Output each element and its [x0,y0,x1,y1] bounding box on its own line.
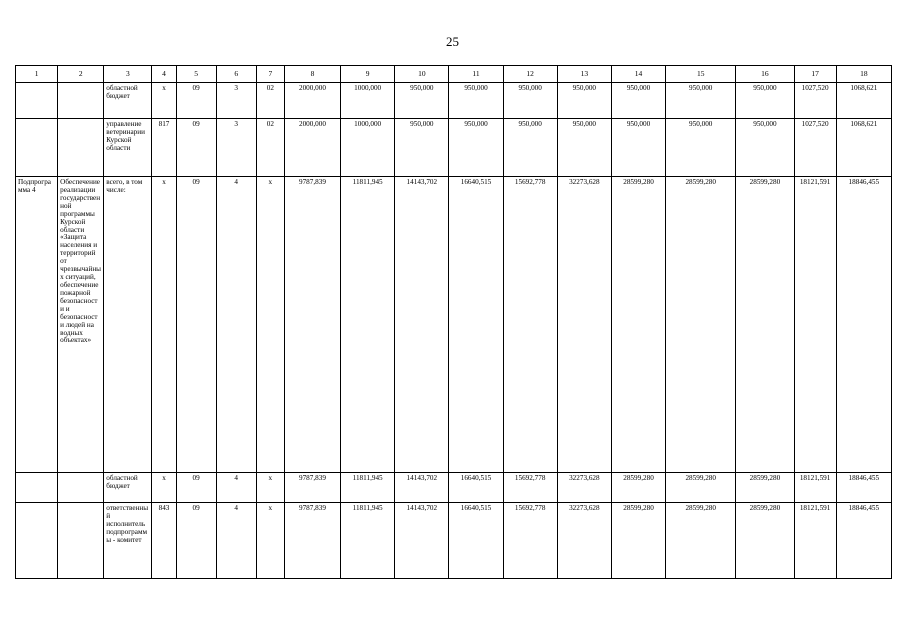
value-cell: 16640,515 [449,503,503,579]
value-cell: 950,000 [557,119,611,177]
value-cell: 950,000 [736,119,794,177]
header-cell: 5 [176,66,216,83]
header-cell: 17 [794,66,836,83]
cell-c5: 09 [176,119,216,177]
table-row [16,177,892,473]
value-cell: 14143,702 [395,473,449,503]
table-row [16,503,892,579]
cell-c1 [16,473,58,503]
value-cell: 18121,591 [794,503,836,579]
value-cell: 950,000 [395,119,449,177]
cell-c2 [58,119,104,177]
cell-c1 [16,503,58,579]
value-cell: 28599,280 [611,473,665,503]
cell-c3: управление ветеринарии Курской области [104,119,152,177]
cell-c4: х [152,473,176,503]
cell-c6: 3 [216,119,256,177]
value-cell: 15692,778 [503,473,557,503]
header-cell: 18 [836,66,891,83]
value-cell: 32273,628 [557,177,611,473]
value-cell: 1027,520 [794,83,836,119]
value-cell: 950,000 [503,83,557,119]
header-cell: 13 [557,66,611,83]
value-cell: 18846,455 [836,473,891,503]
cell-c3: ответственный исполнитель подпрограммы - комитет [104,503,152,579]
cell-c1 [16,119,58,177]
value-cell: 14143,702 [395,503,449,579]
header-cell: 7 [256,66,284,83]
cell-c7: х [256,473,284,503]
value-cell: 28599,280 [736,177,794,473]
cell-c6: 3 [216,83,256,119]
value-cell: 18121,591 [794,177,836,473]
value-cell: 1027,520 [794,119,836,177]
value-cell: 1068,621 [836,119,891,177]
cell-c5: 09 [176,473,216,503]
header-cell: 3 [104,66,152,83]
value-cell: 32273,628 [557,473,611,503]
value-cell: 950,000 [449,119,503,177]
value-cell: 950,000 [666,83,736,119]
table-row [16,119,892,177]
cell-c7: х [256,503,284,579]
value-cell: 14143,702 [395,177,449,473]
header-cell: 6 [216,66,256,83]
value-cell: 9787,839 [284,473,340,503]
value-cell: 2000,000 [284,119,340,177]
page-number: 25 [446,34,459,49]
value-cell: 18846,455 [836,503,891,579]
header-cell: 1 [16,66,58,83]
value-cell: 9787,839 [284,503,340,579]
value-cell: 28599,280 [736,473,794,503]
value-cell: 28599,280 [611,503,665,579]
value-cell: 950,000 [503,119,557,177]
value-cell: 16640,515 [449,177,503,473]
value-cell: 15692,778 [503,503,557,579]
value-cell: 1068,621 [836,83,891,119]
value-cell: 950,000 [611,83,665,119]
value-cell: 1000,000 [341,83,395,119]
value-cell: 18121,591 [794,473,836,503]
cell-c3: областной бюджет [104,473,152,503]
header-cell: 10 [395,66,449,83]
cell-c5: 09 [176,503,216,579]
cell-c4: х [152,83,176,119]
cell-c1: Подпрограмма 4 [16,177,58,473]
value-cell: 11811,945 [341,503,395,579]
value-cell: 28599,280 [611,177,665,473]
value-cell: 28599,280 [666,503,736,579]
value-cell: 950,000 [557,83,611,119]
cell-c5: 09 [176,83,216,119]
value-cell: 11811,945 [341,473,395,503]
cell-c4: х [152,177,176,473]
value-cell: 2000,000 [284,83,340,119]
value-cell: 950,000 [449,83,503,119]
table-header-row [16,66,892,83]
table-row [16,83,892,119]
value-cell: 28599,280 [736,503,794,579]
cell-c7: х [256,177,284,473]
cell-c7: 02 [256,119,284,177]
value-cell: 1000,000 [341,119,395,177]
value-cell: 28599,280 [666,473,736,503]
header-cell: 14 [611,66,665,83]
cell-c7: 02 [256,83,284,119]
value-cell: 15692,778 [503,177,557,473]
value-cell: 28599,280 [666,177,736,473]
cell-c4: 817 [152,119,176,177]
value-cell: 9787,839 [284,177,340,473]
header-cell: 2 [58,66,104,83]
header-cell: 12 [503,66,557,83]
value-cell: 950,000 [736,83,794,119]
value-cell: 18846,455 [836,177,891,473]
cell-c6: 4 [216,177,256,473]
value-cell: 950,000 [666,119,736,177]
cell-c3: всего, в том числе: [104,177,152,473]
cell-c2 [58,473,104,503]
cell-c2 [58,83,104,119]
value-cell: 32273,628 [557,503,611,579]
value-cell: 950,000 [611,119,665,177]
cell-c6: 4 [216,473,256,503]
table-row [16,473,892,503]
cell-c2: Обеспечение реализации государственной программы Курской области «Защита населения и территорий от чрезвычайных ситуаций, обеспечение пожарной безопасности и безопасности людей на водных объектах» [58,177,104,473]
header-cell: 15 [666,66,736,83]
cell-c6: 4 [216,503,256,579]
cell-c2 [58,503,104,579]
cell-c5: 09 [176,177,216,473]
cell-c1 [16,83,58,119]
value-cell: 16640,515 [449,473,503,503]
value-cell: 11811,945 [341,177,395,473]
header-cell: 4 [152,66,176,83]
header-cell: 11 [449,66,503,83]
header-cell: 9 [341,66,395,83]
value-cell: 950,000 [395,83,449,119]
budget-table [15,65,892,579]
cell-c3: областной бюджет [104,83,152,119]
cell-c4: 843 [152,503,176,579]
header-cell: 8 [284,66,340,83]
header-cell: 16 [736,66,794,83]
